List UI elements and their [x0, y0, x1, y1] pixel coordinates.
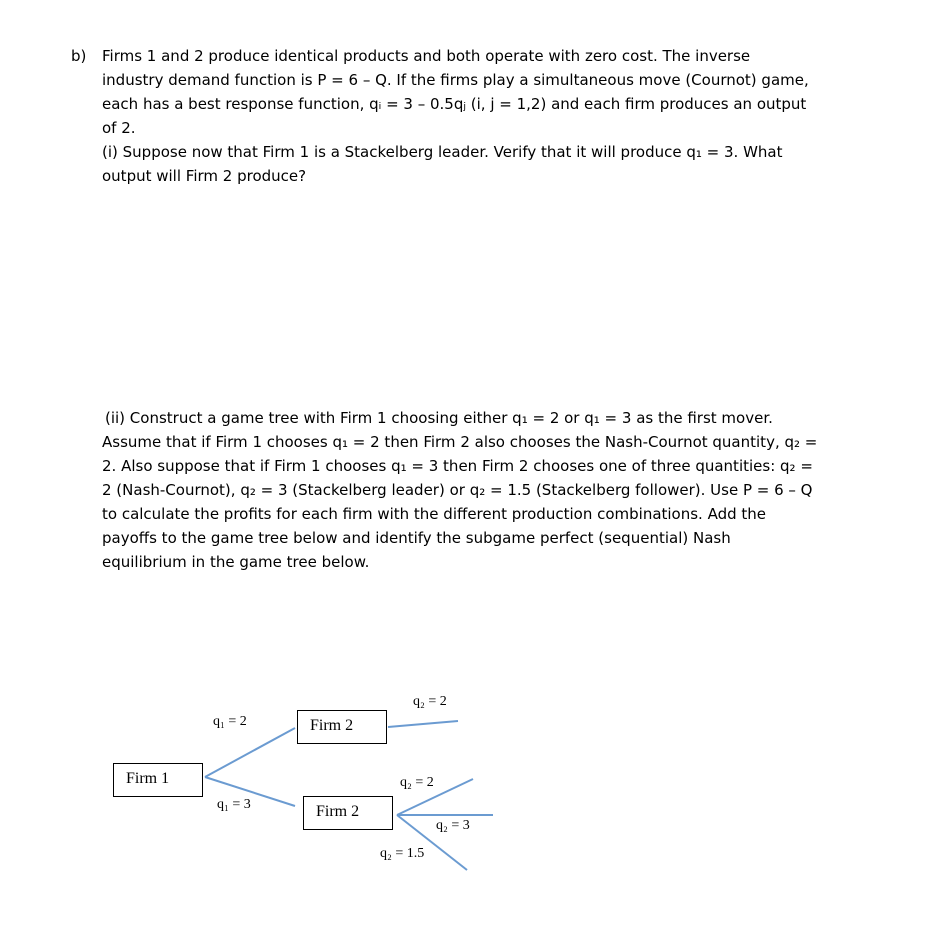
- part-ii-line: payoffs to the game tree below and identify the subgame perfect (sequential) Nash: [102, 529, 731, 547]
- branch-q1-2: [205, 728, 295, 777]
- node-firm1: Firm 1: [113, 763, 203, 797]
- intro-line: Firms 1 and 2 produce identical products and both operate with zero cost. The inverse: [102, 47, 751, 65]
- label-q1-2: q₁ = 2: [213, 714, 247, 729]
- part-ii-line: 2 (Nash-Cournot), q₂ = 3 (Stackelberg leader) or q₂ = 1.5 (Stackelberg follower). Use P = 6 – Q: [102, 481, 813, 499]
- node-firm2-lower: Firm 2: [303, 796, 393, 830]
- label-lower-q2-15: q₂ = 1.5: [380, 846, 425, 861]
- part-ii-line: to calculate the profits for each firm with the different production combinations. Add the: [102, 505, 767, 523]
- part-ii-line: Assume that if Firm 1 chooses q₁ = 2 then Firm 2 also chooses the Nash-Cournot quantity, q₂ =: [102, 433, 818, 451]
- intro-line: of 2.: [102, 119, 136, 137]
- label-lower-q2-2: q₂ = 2: [400, 775, 434, 790]
- label-lower-q2-3: q₂ = 3: [436, 818, 470, 833]
- label-upper-q2-2: q₂ = 2: [413, 694, 447, 709]
- node-firm2-upper: Firm 2: [297, 710, 387, 744]
- part-i-line: (i) Suppose now that Firm 1 is a Stackelberg leader. Verify that it will produce q₁ = 3. What: [102, 143, 783, 161]
- part-i-line: output will Firm 2 produce?: [102, 167, 307, 185]
- label-q1-3: q₁ = 3: [217, 797, 251, 812]
- part-ii-line: equilibrium in the game tree below.: [102, 553, 370, 571]
- part-ii-line: (ii) Construct a game tree with Firm 1 choosing either q₁ = 2 or q₁ = 3 as the first mover.: [105, 409, 773, 427]
- part-ii-line: 2. Also suppose that if Firm 1 chooses q₁ = 3 then Firm 2 chooses one of three quantities: q₂ =: [102, 457, 813, 475]
- branch-upper-q2-2: [388, 721, 458, 727]
- intro-line: industry demand function is P = 6 – Q. If the firms play a simultaneous move (Cournot) game,: [102, 71, 809, 89]
- question-label: b): [71, 47, 87, 65]
- intro-line: each has a best response function, qᵢ = 3 – 0.5qⱼ (i, j = 1,2) and each firm produces an output: [102, 95, 807, 113]
